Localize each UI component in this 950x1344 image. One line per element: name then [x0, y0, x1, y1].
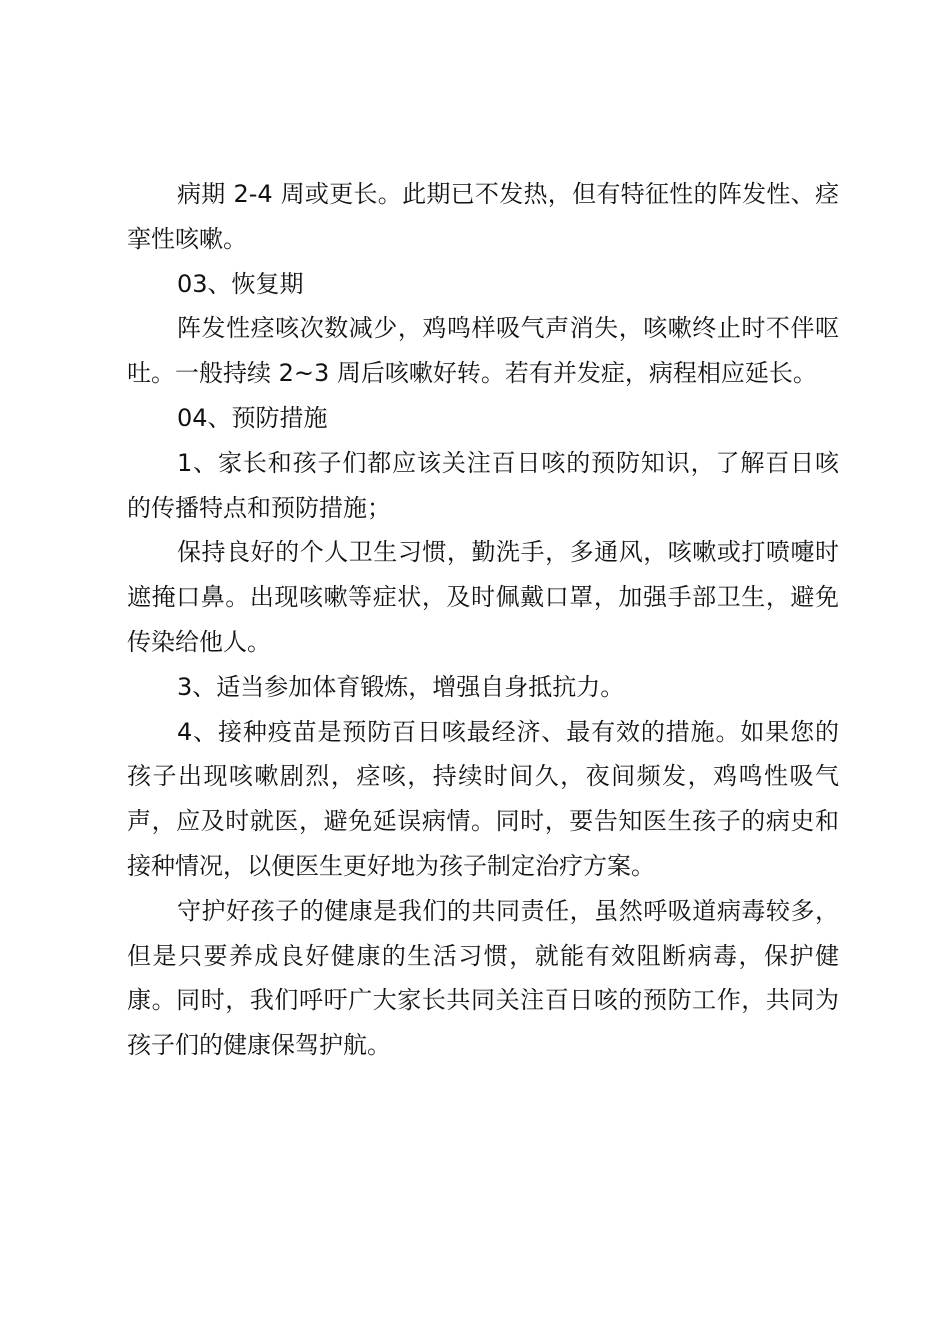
section-heading-recovery: 03、恢复期 [177, 269, 304, 298]
paragraph-prevention-4: 4、接种疫苗是预防百日咳最经济、最有效的措施。如果您的孩子出现咳嗽剧烈，痉咳，持续时间久，夜间频发，鸡鸣性吸气声，应及时就医，避免延误病情。同时，要告知医生孩子的病史和接种情况，以便医生更好地为孩子制定治疗方案。 [127, 717, 839, 880]
document-body [127, 172, 839, 1068]
paragraph-recovery: 阵发性痉咳次数减少，鸡鸣样吸气声消失，咳嗽终止时不伴呕吐。一般持续 2~3 周后咳嗽好转。若有并发症，病程相应延长。 [127, 314, 839, 388]
paragraph-hygiene: 保持良好的个人卫生习惯，勤洗手，多通风，咳嗽或打喷嚏时遮掩口鼻。出现咳嗽等症状，及时佩戴口罩，加强手部卫生，避免传染给他人。 [127, 538, 839, 656]
paragraph-prevention-1: 1、家长和孩子们都应该关注百日咳的预防知识，了解百日咳的传播特点和预防措施； [127, 448, 839, 522]
paragraph-prevention-3: 3、适当参加体育锻炼，增强自身抵抗力。 [177, 672, 625, 701]
section-heading-prevention: 04、预防措施 [177, 403, 328, 432]
paragraph-disease-period: 病期 2-4 周或更长。此期已不发热，但有特征性的阵发性、痉挛性咳嗽。 [127, 180, 839, 253]
paragraph-conclusion: 守护好孩子的健康是我们的共同责任，虽然呼吸道病毒较多，但是只要养成良好健康的生活习惯，就能有效阻断病毒，保护健康。同时，我们呼吁广大家长共同关注百日咳的预防工作，共同为孩子们的健康保驾护航。 [127, 896, 839, 1060]
